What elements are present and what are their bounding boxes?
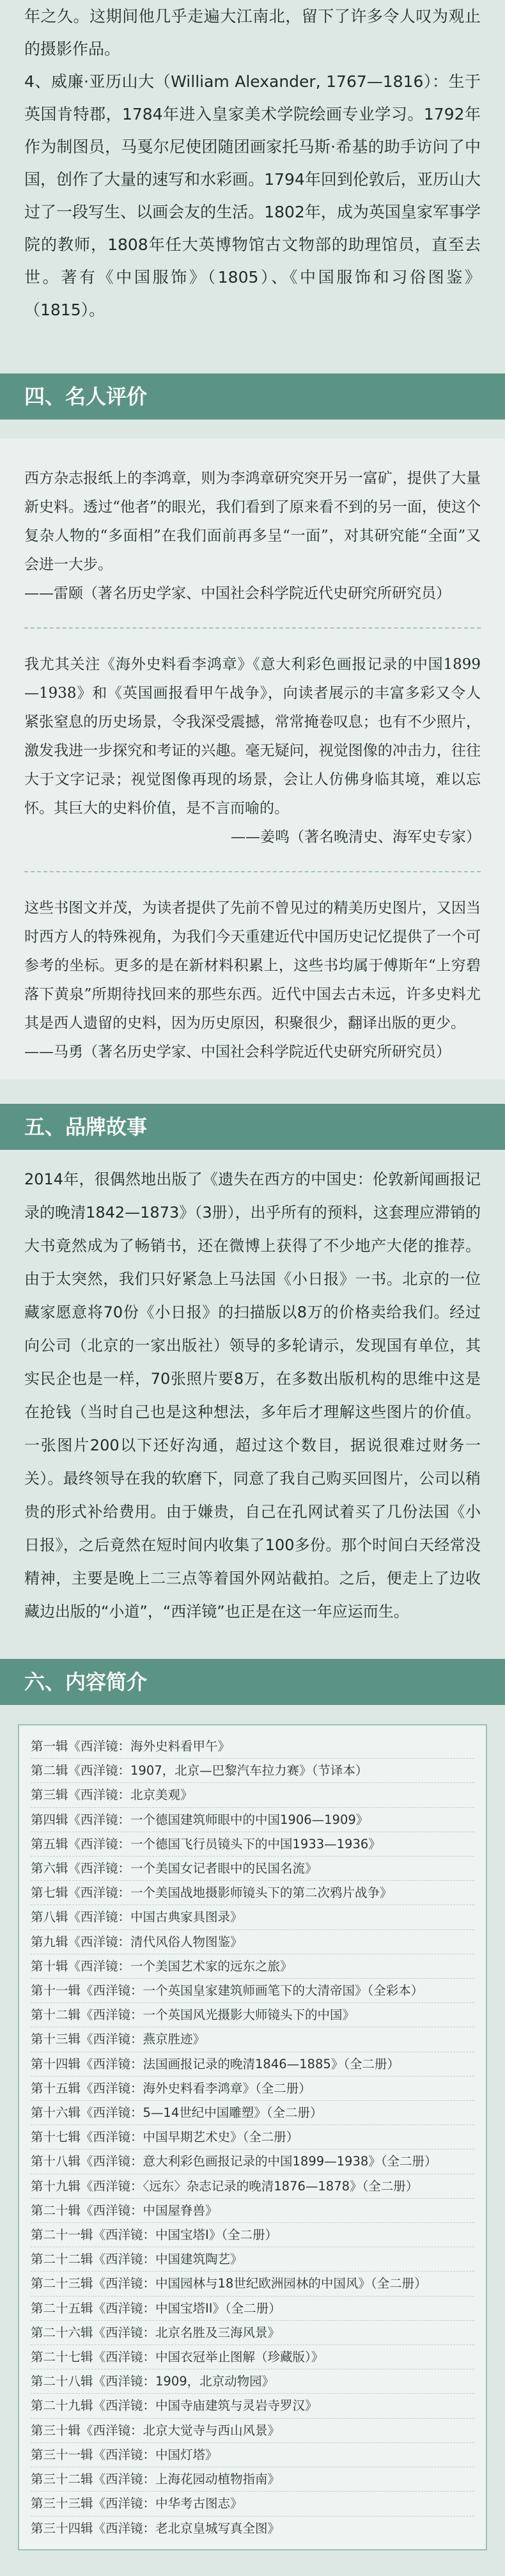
contents-item: 第二十一辑《西洋镜：中国宝塔I》（全二册）: [31, 2223, 474, 2247]
bottom-spacer: [0, 2550, 505, 2576]
contents-item: 第二十七辑《西洋镜：中国衣冠举止图解（珍藏版）》: [31, 2345, 474, 2369]
section-title-story: 五、品牌故事: [0, 1104, 505, 1150]
review-quote: [24, 650, 481, 852]
contents-item: 第十一辑《西洋镜：一个英国皇家建筑师画笔下的大清帝国》（全彩本）: [31, 1979, 474, 2003]
contents-item: 第二十五辑《西洋镜：中国宝塔II》（全二册）: [31, 2297, 474, 2321]
divider: [24, 627, 481, 629]
story-text: 2014年，很偶然地出版了《遗失在西方的中国史：伦敦新闻画报记录的晚清1842—1873》（3册），出乎所有的预料，这套理应滞销的大书竟然成为了畅销书，还在微博上获得了不少地产大佬的推荐。由于太突然，我们只好紧急上马法国《小日报》一书。北京的一位藏家愿意将70份《小日报》的扫描版以8万的价格卖给我们。经过向公司（北京的一家出版社）领导的多轮请示，发现国有单位，其实民企也是一样，70张照片要8万，在多数出版机构的思维中这是在抢钱（当时自己也是这种想法，多年后才理解这些图片的价值。一张图片200以下还好沟通，超过这个数目，据说很难过财务一关）。最终领导在我的软磨下，同意了我自己购买回图片，公司以稍贵的形式补给费用。由于嫌贵，自己在孔网试着买了几份法国《小日报》，之后竟然在短时间内收集了100多份。那个时间白天经常没精神，主要是晚上二三点等着国外网站截拍。之后，便走上了边收藏边出版的“小道”，“西洋镜”也正是在这一年应运而生。: [24, 1170, 481, 1621]
review-quote: [24, 894, 481, 1067]
divider: [24, 871, 481, 872]
contents-item: 第十八辑《西洋镜：意大利彩色画报记录的中国1899—1938》（全二册）: [31, 2149, 474, 2174]
section-title-contents: 六、内容简介: [0, 1659, 505, 1705]
contents-item: 第二十九辑《西洋镜：中国寺庙建筑与灵岩寺罗汉》: [31, 2394, 474, 2418]
contents-item: 第二十三辑《西洋镜：中国园林与18世纪欧洲园林的中国风》（全二册）: [31, 2272, 474, 2296]
contents-item: 第三辑《西洋镜：北京美观》: [31, 1783, 474, 1807]
review-text: 这些书图文并茂，为读者提供了先前不曾见过的精美历史图片，又因当时西方人的特殊视角，为我们今天重建近代中国历史记忆提供了一个可参考的坐标。更多的是在新材料积累上，这些书均属于傅斯年“上穷碧落下黄泉”所期待找回来的那些东西。近代中国去古未远，许多史料尤其是西人遗留的史料，因为历史原因，积聚很少，翻译出版的更少。: [24, 900, 481, 1032]
contents-item: 第三十二辑《西洋镜：上海花园动植物指南》: [31, 2467, 474, 2492]
contents-item: 第五辑《西洋镜：一个德国飞行员镜头下的中国1933—1936》: [31, 1832, 474, 1857]
review-author: ——雷颐（著名历史学家、中国社会科学院近代史研究所研究员）: [24, 585, 451, 602]
contents-item: 第十辑《西洋镜：一个美国艺术家的远东之旅》: [31, 1954, 474, 1979]
contents-item: 第十五辑《西洋镜：海外史料看李鸿章》（全二册）: [31, 2077, 474, 2101]
intro-text: [0, 0, 505, 349]
review-author: ——姜鸣（著名晚清史、海军史专家）: [231, 829, 481, 845]
contents-item: 第十三辑《西洋镜：燕京胜迹》: [31, 2027, 474, 2052]
contents-item: 第二十辑《西洋镜：中国屋脊兽》: [31, 2199, 474, 2223]
contents-item: 第十四辑《西洋镜：法国画报记录的晚清1846—1885》（全二册）: [31, 2052, 474, 2077]
reviews-panel: [0, 439, 505, 1080]
contents-item: 第一辑《西洋镜：海外史料看甲午》: [31, 1734, 474, 1759]
contents-item: 第九辑《西洋镜：清代风俗人物图鉴》: [31, 1930, 474, 1954]
contents-item: 第二辑《西洋镜：1907，北京—巴黎汽车拉力赛》（节译本）: [31, 1759, 474, 1783]
review-author: ——马勇（著名历史学家、中国社会科学院近代史研究所研究员）: [24, 1044, 451, 1060]
contents-item: 第二十六辑《西洋镜：北京名胜及三海风景》: [31, 2321, 474, 2345]
contents-list-box: [18, 1724, 487, 2550]
contents-item: 第三十四辑《西洋镜：老北京皇城写真全图》: [31, 2520, 281, 2536]
contents-item: 第七辑《西洋镜：一个美国战地摄影师镜头下的第二次鸦片战争》: [31, 1881, 474, 1905]
contents-item: 第十七辑《西洋镜：中国早期艺术史》（全二册）: [31, 2125, 474, 2149]
contents-item: 第八辑《西洋镜：中国古典家具图录》: [31, 1905, 474, 1929]
contents-item: 第三十辑《西洋镜：北京大觉寺与西山风景》: [31, 2419, 474, 2443]
contents-item: 第十六辑《西洋镜：5—14世纪中国雕塑》（全二册）: [31, 2101, 474, 2125]
intro-paragraph: 年之久。这期间他几乎走遍大江南北，留下了许多令人叹为观止的摄影作品。: [24, 7, 481, 58]
review-quote: [24, 464, 481, 608]
contents-item: 第二十二辑《西洋镜：中国建筑陶艺》: [31, 2247, 474, 2272]
intro-paragraph: 4、威廉·亚历山大（William Alexander, 1767—1816）：生于英国肯特郡，1784年进入皇家美术学院绘画专业学习。1792年作为制图员，马戛尔尼使团随团画家托马斯·希基的助手访问了中国，创作了大量的速写和水彩画。1794年回到伦敦后，亚历山大过了一段写生、以画会友的生活。1802年，成为英国皇家军事学院的教师，1808年任大英博物馆古文物部的助理馆员，直至去世。著有《中国服饰》（1805）、《中国服饰和习俗图鉴》（1815）。: [24, 72, 481, 319]
contents-item: 第十二辑《西洋镜：一个英国风光摄影大师镜头下的中国》: [31, 2003, 474, 2027]
contents-item: 第六辑《西洋镜：一个美国女记者眼中的民国名流》: [31, 1857, 474, 1881]
contents-list: [31, 1734, 474, 2540]
contents-item: 第四辑《西洋镜：一个德国建筑师眼中的中国1906—1909》: [31, 1808, 474, 1832]
review-text: 我尤其关注《海外史料看李鸿章》《意大利彩色画报记录的中国1899—1938》和《英国画报看甲午战争》，向读者展示的丰富多彩又令人紧张窒息的历史场景，令我深受震撼，常常掩卷叹息；也有不少照片，激发我进一步探究和考证的兴趣。毫无疑问，视觉图像的冲击力，往往大于文字记录；视觉图像再现的场景，会让人仿佛身临其境，难以忘怀。其巨大的史料价值，是不言而喻的。: [24, 656, 481, 817]
section-title-reviews: 四、名人评价: [0, 373, 505, 420]
review-text: 西方杂志报纸上的李鸿章，则为李鸿章研究突开另一富矿，提供了大量新史料。透过“他者”的眼光，我们看到了原来看不到的另一面，使这个复杂人物的“多面相”在我们面前再多呈“一面”，对其研究能“全面”又会进一大步。: [24, 470, 481, 573]
contents-item: 第三十一辑《西洋镜：中国灯塔》: [31, 2443, 474, 2467]
contents-item: 第十九辑《西洋镜：〈远东〉杂志记录的晚清1876—1878》（全二册）: [31, 2174, 474, 2199]
contents-item: 第三十三辑《西洋镜：中华考古图志》: [31, 2492, 474, 2516]
brand-story: [0, 1150, 505, 1635]
contents-item: 第二十八辑《西洋镜：1909，北京动物园》: [31, 2369, 474, 2394]
